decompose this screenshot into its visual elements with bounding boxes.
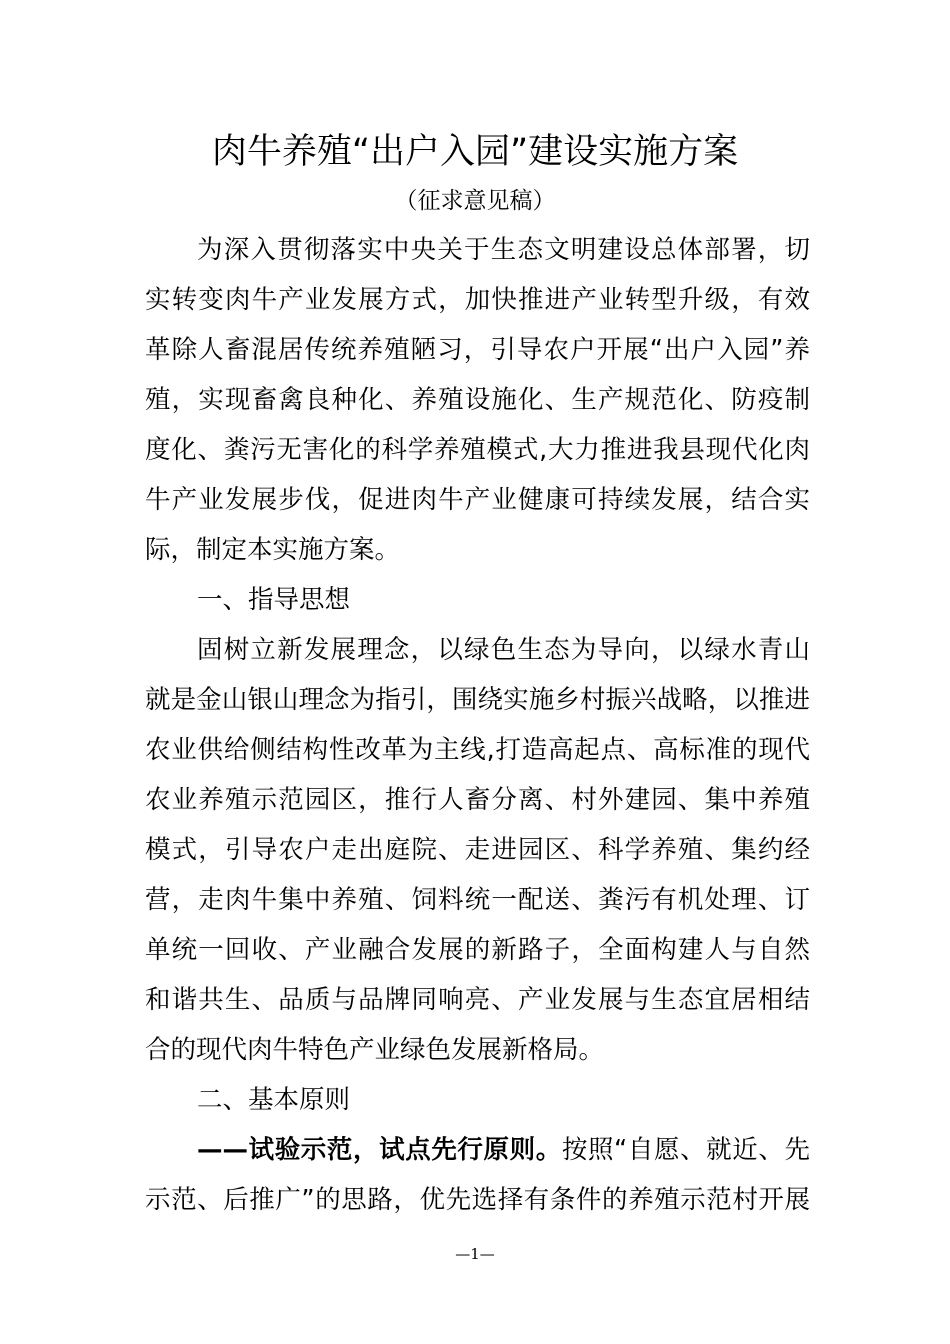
document-body (145, 225, 810, 1225)
guiding-ideology-paragraph (145, 625, 810, 1075)
paragraph-line: 农业供给侧结构性改革为主线,打造高起点、高标准的现代 (145, 735, 810, 765)
page-number: —1— (455, 1245, 495, 1263)
paragraph-line: 际，制定本实施方案。 (145, 535, 401, 565)
paragraph-line: 实转变肉牛产业发展方式，加快推进产业转型升级，有效 (145, 285, 810, 315)
principle-title: ——试验示范，试点先行原则。 (197, 1135, 562, 1165)
document-subtitle: （征求意见稿） (394, 188, 556, 214)
paragraph-line (145, 1125, 810, 1175)
section-heading-guiding-ideology: 一、指导思想 (197, 585, 351, 615)
paragraph-line: 农业养殖示范园区，推行人畜分离、村外建园、集中养殖 (145, 785, 810, 815)
paragraph-line: 单统一回收、产业融合发展的新路子，全面构建人与自然 (145, 935, 810, 965)
paragraph-line: 营，走肉牛集中养殖、饲料统一配送、粪污有机处理、订 (145, 885, 810, 915)
paragraph-line: 度化、粪污无害化的科学养殖模式,大力推进我县现代化肉 (145, 435, 810, 465)
section-heading-basic-principles: 二、基本原则 (197, 1085, 351, 1115)
paragraph-line: 殖，实现畜禽良种化、养殖设施化、生产规范化、防疫制 (145, 385, 810, 415)
paragraph-line: 合的现代肉牛特色产业绿色发展新格局。 (145, 1035, 605, 1065)
paragraph-line: 示范、后推广”的思路，优先选择有条件的养殖示范村开展 (145, 1185, 810, 1215)
paragraph-line: 为深入贯彻落实中央关于生态文明建设总体部署，切 (197, 235, 810, 265)
principle-paragraph (145, 1125, 810, 1225)
paragraph-line: 和谐共生、品质与品牌同响亮、产业发展与生态宜居相结 (145, 985, 810, 1015)
paragraph-line: 革除人畜混居传统养殖陋习，引导农户开展“出户入园”养 (145, 335, 810, 365)
paragraph-line: 牛产业发展步伐，促进肉牛产业健康可持续发展，结合实 (145, 485, 810, 515)
paragraph-line: 固树立新发展理念，以绿色生态为导向，以绿水青山 (197, 635, 810, 665)
document-title: 肉牛养殖“出户入园”建设实施方案 (211, 132, 739, 172)
paragraph-line: 模式，引导农户走出庭院、走进园区、科学养殖、集约经 (145, 835, 810, 865)
principle-text: 按照“自愿、就近、先 (561, 1135, 810, 1165)
intro-paragraph (145, 225, 810, 575)
paragraph-line: 就是金山银山理念为指引，围绕实施乡村振兴战略，以推进 (145, 685, 810, 715)
